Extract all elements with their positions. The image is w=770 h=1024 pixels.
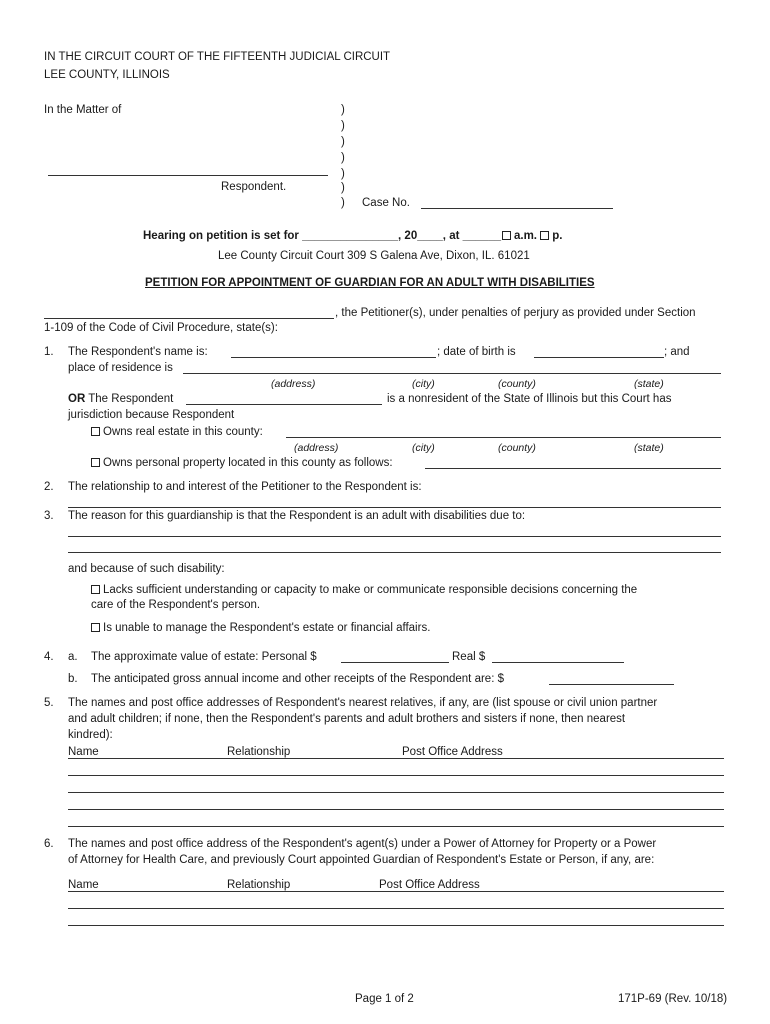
relatives-row-line[interactable] [68, 826, 724, 827]
hearing-text: Hearing on petition is set for _______________, 20____, at ______ [143, 230, 501, 242]
page-number: Page 1 of 2 [355, 993, 414, 1005]
real-estate-option [91, 425, 263, 439]
annual-income-input[interactable] [549, 672, 674, 685]
state-caption: (state) [634, 378, 664, 390]
real-estate-checkbox[interactable] [91, 427, 100, 436]
hearing-location: Lee County Circuit Court 309 S Galena Ave, Dixon, IL. 61021 [218, 250, 530, 262]
residence-label: place of residence is [68, 362, 173, 374]
dob-label: ; date of birth is [437, 346, 516, 358]
agents-col-name: Name [68, 879, 99, 891]
respondent-name-input[interactable] [231, 345, 436, 358]
item4a-text: The approximate value of estate: Personal $ [91, 651, 317, 663]
relatives-row-line[interactable] [68, 792, 724, 793]
caption-paren: ) [341, 168, 345, 180]
item2-text: The relationship to and interest of the Petitioner to the Respondent is: [68, 481, 422, 493]
agents-row-line[interactable] [68, 925, 724, 926]
caption-paren: ) [341, 120, 345, 132]
personal-property-checkbox[interactable] [91, 458, 100, 467]
pm-checkbox[interactable] [540, 231, 549, 240]
jurisdiction-text: jurisdiction because Respondent [68, 409, 235, 421]
court-name-line1: IN THE CIRCUIT COURT OF THE FIFTEENTH JUDICIAL CIRCUIT [44, 51, 391, 63]
item3-input-line[interactable] [68, 536, 721, 537]
relatives-row-line[interactable] [68, 775, 724, 776]
address-caption: (address) [294, 442, 339, 454]
relatives-col-address: Post Office Address [402, 746, 503, 758]
nonresident-name-input[interactable] [186, 392, 382, 405]
item5-line1: The names and post office addresses of Respondent's nearest relatives, if any, are (list spouse or civil union partner [68, 697, 658, 709]
item2-number: 2. [44, 481, 54, 493]
or-label: OR [68, 393, 86, 405]
city-caption: (city) [412, 378, 435, 390]
personal-property-option [91, 456, 393, 470]
residence-input[interactable] [183, 361, 721, 374]
item5-line3: kindred): [68, 729, 113, 741]
item3-number: 3. [44, 510, 54, 522]
nonresident-text: is a nonresident of the State of Illinois but this Court has [387, 393, 672, 405]
document-title: PETITION FOR APPOINTMENT OF GUARDIAN FOR AN ADULT WITH DISABILITIES [145, 277, 595, 289]
item2-input-line[interactable] [68, 507, 721, 508]
dob-end: ; and [664, 346, 690, 358]
respondent-name-label: The Respondent's name is: [68, 346, 208, 358]
lacks-capacity-line2: care of the Respondent's person. [91, 599, 261, 611]
court-name-line2: LEE COUNTY, ILLINOIS [44, 69, 170, 81]
city-caption: (city) [412, 442, 435, 454]
respondent-label: Respondent. [221, 181, 287, 193]
caption-paren: ) [341, 182, 345, 194]
caption-paren: ) [341, 152, 345, 164]
item6-line1: The names and post office address of the Respondent's agent(s) under a Power of Attorney for Property or a Power [68, 838, 657, 850]
item6-number: 6. [44, 838, 54, 850]
item3-input-line[interactable] [68, 552, 721, 553]
address-caption: (address) [271, 378, 316, 390]
am-checkbox[interactable] [502, 231, 511, 240]
real-estate-label: Owns real estate in this county: [103, 426, 263, 438]
hearing-line [143, 229, 562, 243]
item1-number: 1. [44, 346, 54, 358]
pm-label: p. [552, 230, 563, 242]
respondent-name-field[interactable] [48, 163, 328, 176]
unable-manage-checkbox[interactable] [91, 623, 100, 632]
relatives-col-relationship: Relationship [227, 746, 291, 758]
personal-property-input[interactable] [425, 456, 721, 469]
agents-row-line[interactable] [68, 908, 724, 909]
intro-line1: , the Petitioner(s), under penalties of perjury as provided under Section [335, 307, 696, 319]
dob-input[interactable] [534, 345, 664, 358]
county-caption: (county) [498, 378, 536, 390]
caption-paren: ) [341, 104, 345, 116]
item3-text: The reason for this guardianship is that the Respondent is an adult with disabilities due to: [68, 510, 526, 522]
or-line [68, 392, 173, 406]
relatives-header-line [68, 758, 724, 759]
caption-paren: ) [341, 136, 345, 148]
item4a-letter: a. [68, 651, 78, 663]
agents-header-line [68, 891, 724, 892]
because-text: and because of such disability: [68, 563, 225, 575]
state-caption: (state) [634, 442, 664, 454]
unable-manage-option [91, 621, 430, 635]
caption-paren: ) [341, 197, 345, 209]
real-estate-value-input[interactable] [492, 650, 624, 663]
real-estate-input[interactable] [286, 425, 721, 438]
item5-line2: and adult children; if none, then the Respondent's parents and adult brothers and sisters if none, then nearest [68, 713, 626, 725]
unable-manage-label: Is unable to manage the Respondent's estate or financial affairs. [103, 622, 431, 634]
relatives-row-line[interactable] [68, 809, 724, 810]
lacks-capacity-option [91, 583, 637, 597]
intro-line2: 1-109 of the Code of Civil Procedure, state(s): [44, 322, 278, 334]
agents-col-relationship: Relationship [227, 879, 291, 891]
relatives-col-name: Name [68, 746, 99, 758]
real-estate-value-label: Real $ [452, 651, 486, 663]
item6-line2: of Attorney for Health Care, and previously Court appointed Guardian of Respondent's Estate or Person, if any, are: [68, 854, 655, 866]
item4b-text: The anticipated gross annual income and other receipts of the Respondent are: $ [91, 673, 504, 685]
lacks-capacity-line1: Lacks sufficient understanding or capacity to make or communicate responsible decisions concerning the [103, 584, 638, 596]
personal-property-label: Owns personal property located in this county as follows: [103, 457, 393, 469]
or-text: The Respondent [88, 393, 174, 405]
am-label: a.m. [513, 230, 537, 242]
case-no-field[interactable] [421, 196, 613, 209]
personal-estate-input[interactable] [341, 650, 449, 663]
matter-label: In the Matter of [44, 104, 122, 116]
item4b-letter: b. [68, 673, 78, 685]
petitioner-name-field[interactable] [44, 306, 334, 319]
county-caption: (county) [498, 442, 536, 454]
case-no-label: Case No. [362, 197, 410, 209]
lacks-capacity-checkbox[interactable] [91, 585, 100, 594]
item4-number: 4. [44, 651, 54, 663]
form-number: 171P-69 (Rev. 10/18) [618, 993, 728, 1005]
item5-number: 5. [44, 697, 54, 709]
agents-col-address: Post Office Address [379, 879, 480, 891]
